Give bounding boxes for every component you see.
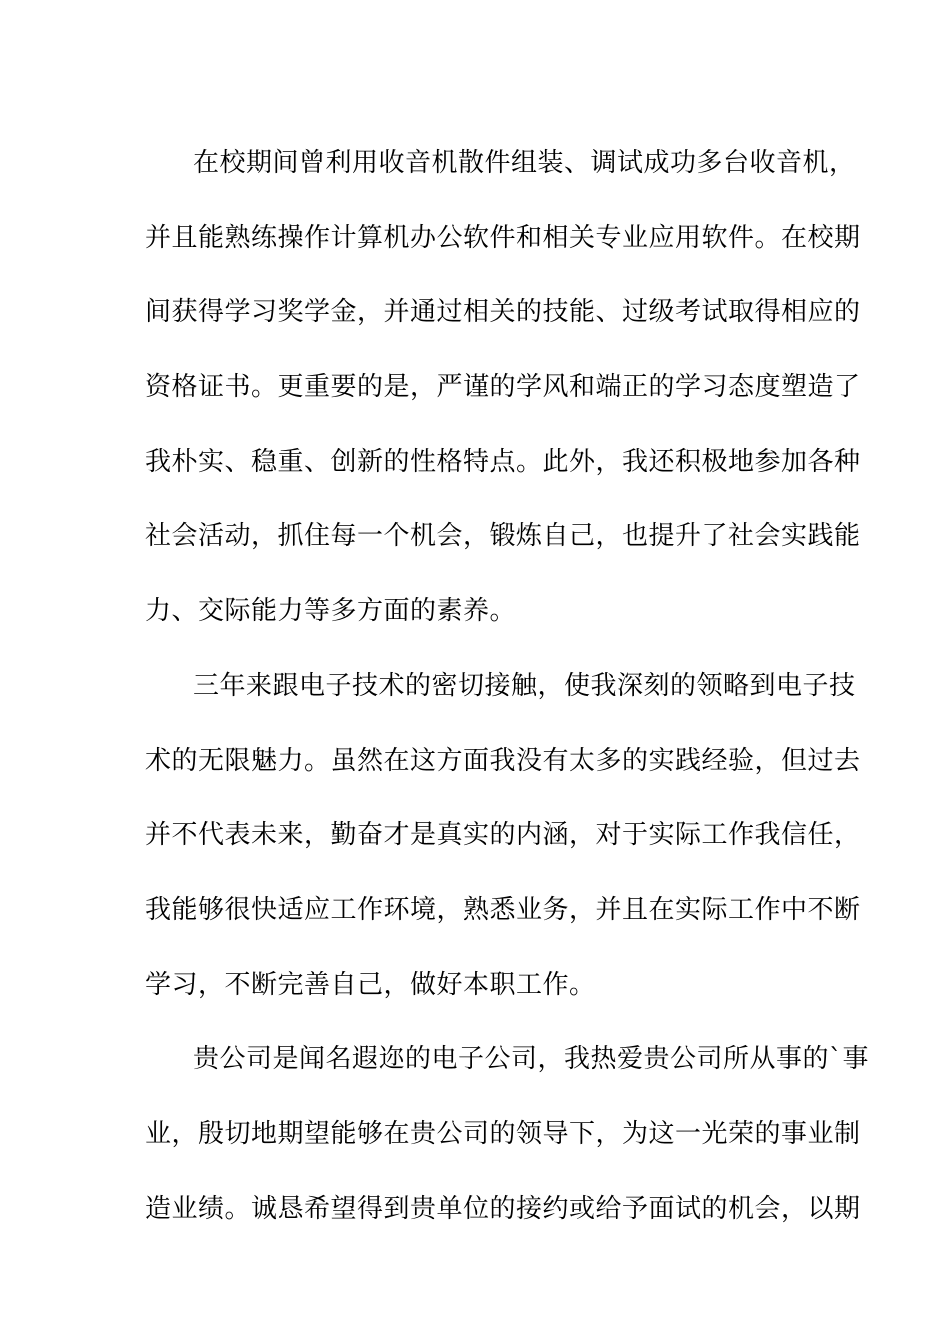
paragraph-1-line-1: 在校期间曾利用收音机散件组装、调试成功多台收音机， <box>193 148 856 178</box>
paragraph-1-line-7: 力、交际能力等多方面的素养。 <box>145 596 517 627</box>
paragraph-2-line-4: 我能够很快适应工作环境，熟悉业务，并且在实际工作中不断 <box>145 894 861 925</box>
paragraph-1-line-2: 并且能熟练操作计算机办公软件和相关专业应用软件。在校期 <box>145 222 861 253</box>
paragraph-1-line-5: 我朴实、稳重、创新的性格特点。此外，我还积极地参加各种 <box>145 446 861 477</box>
paragraph-2-line-3: 并不代表未来，勤奋才是真实的内涵，对于实际工作我信任， <box>145 820 861 851</box>
paragraph-2-line-5: 学习，不断完善自己，做好本职工作。 <box>145 969 596 1000</box>
paragraph-3-line-1: 贵公司是闻名遐迩的电子公司，我热爱贵公司所从事的`事 <box>193 1044 870 1075</box>
paragraph-1-line-3: 间获得学习奖学金，并通过相关的技能、过级考试取得相应的 <box>145 297 861 328</box>
paragraph-3-line-3: 造业绩。诚恳希望得到贵单位的接约或给予面试的机会，以期 <box>145 1193 861 1224</box>
paragraph-2-line-1: 三年来跟电子技术的密切接触，使我深刻的领略到电子技 <box>193 670 856 701</box>
paragraph-2-line-2: 术的无限魅力。虽然在这方面我没有太多的实践经验，但过去 <box>145 745 861 776</box>
body-text <box>145 126 870 1246</box>
paragraph-1-line-6: 社会活动，抓住每一个机会，锻炼自己，也提升了社会实践能 <box>145 521 861 552</box>
paragraph-3-line-2: 业，殷切地期望能够在贵公司的领导下，为这一光荣的事业制 <box>145 1118 861 1149</box>
paragraph-1-line-4: 资格证书。更重要的是，严谨的学风和端正的学习态度塑造了 <box>145 372 861 403</box>
